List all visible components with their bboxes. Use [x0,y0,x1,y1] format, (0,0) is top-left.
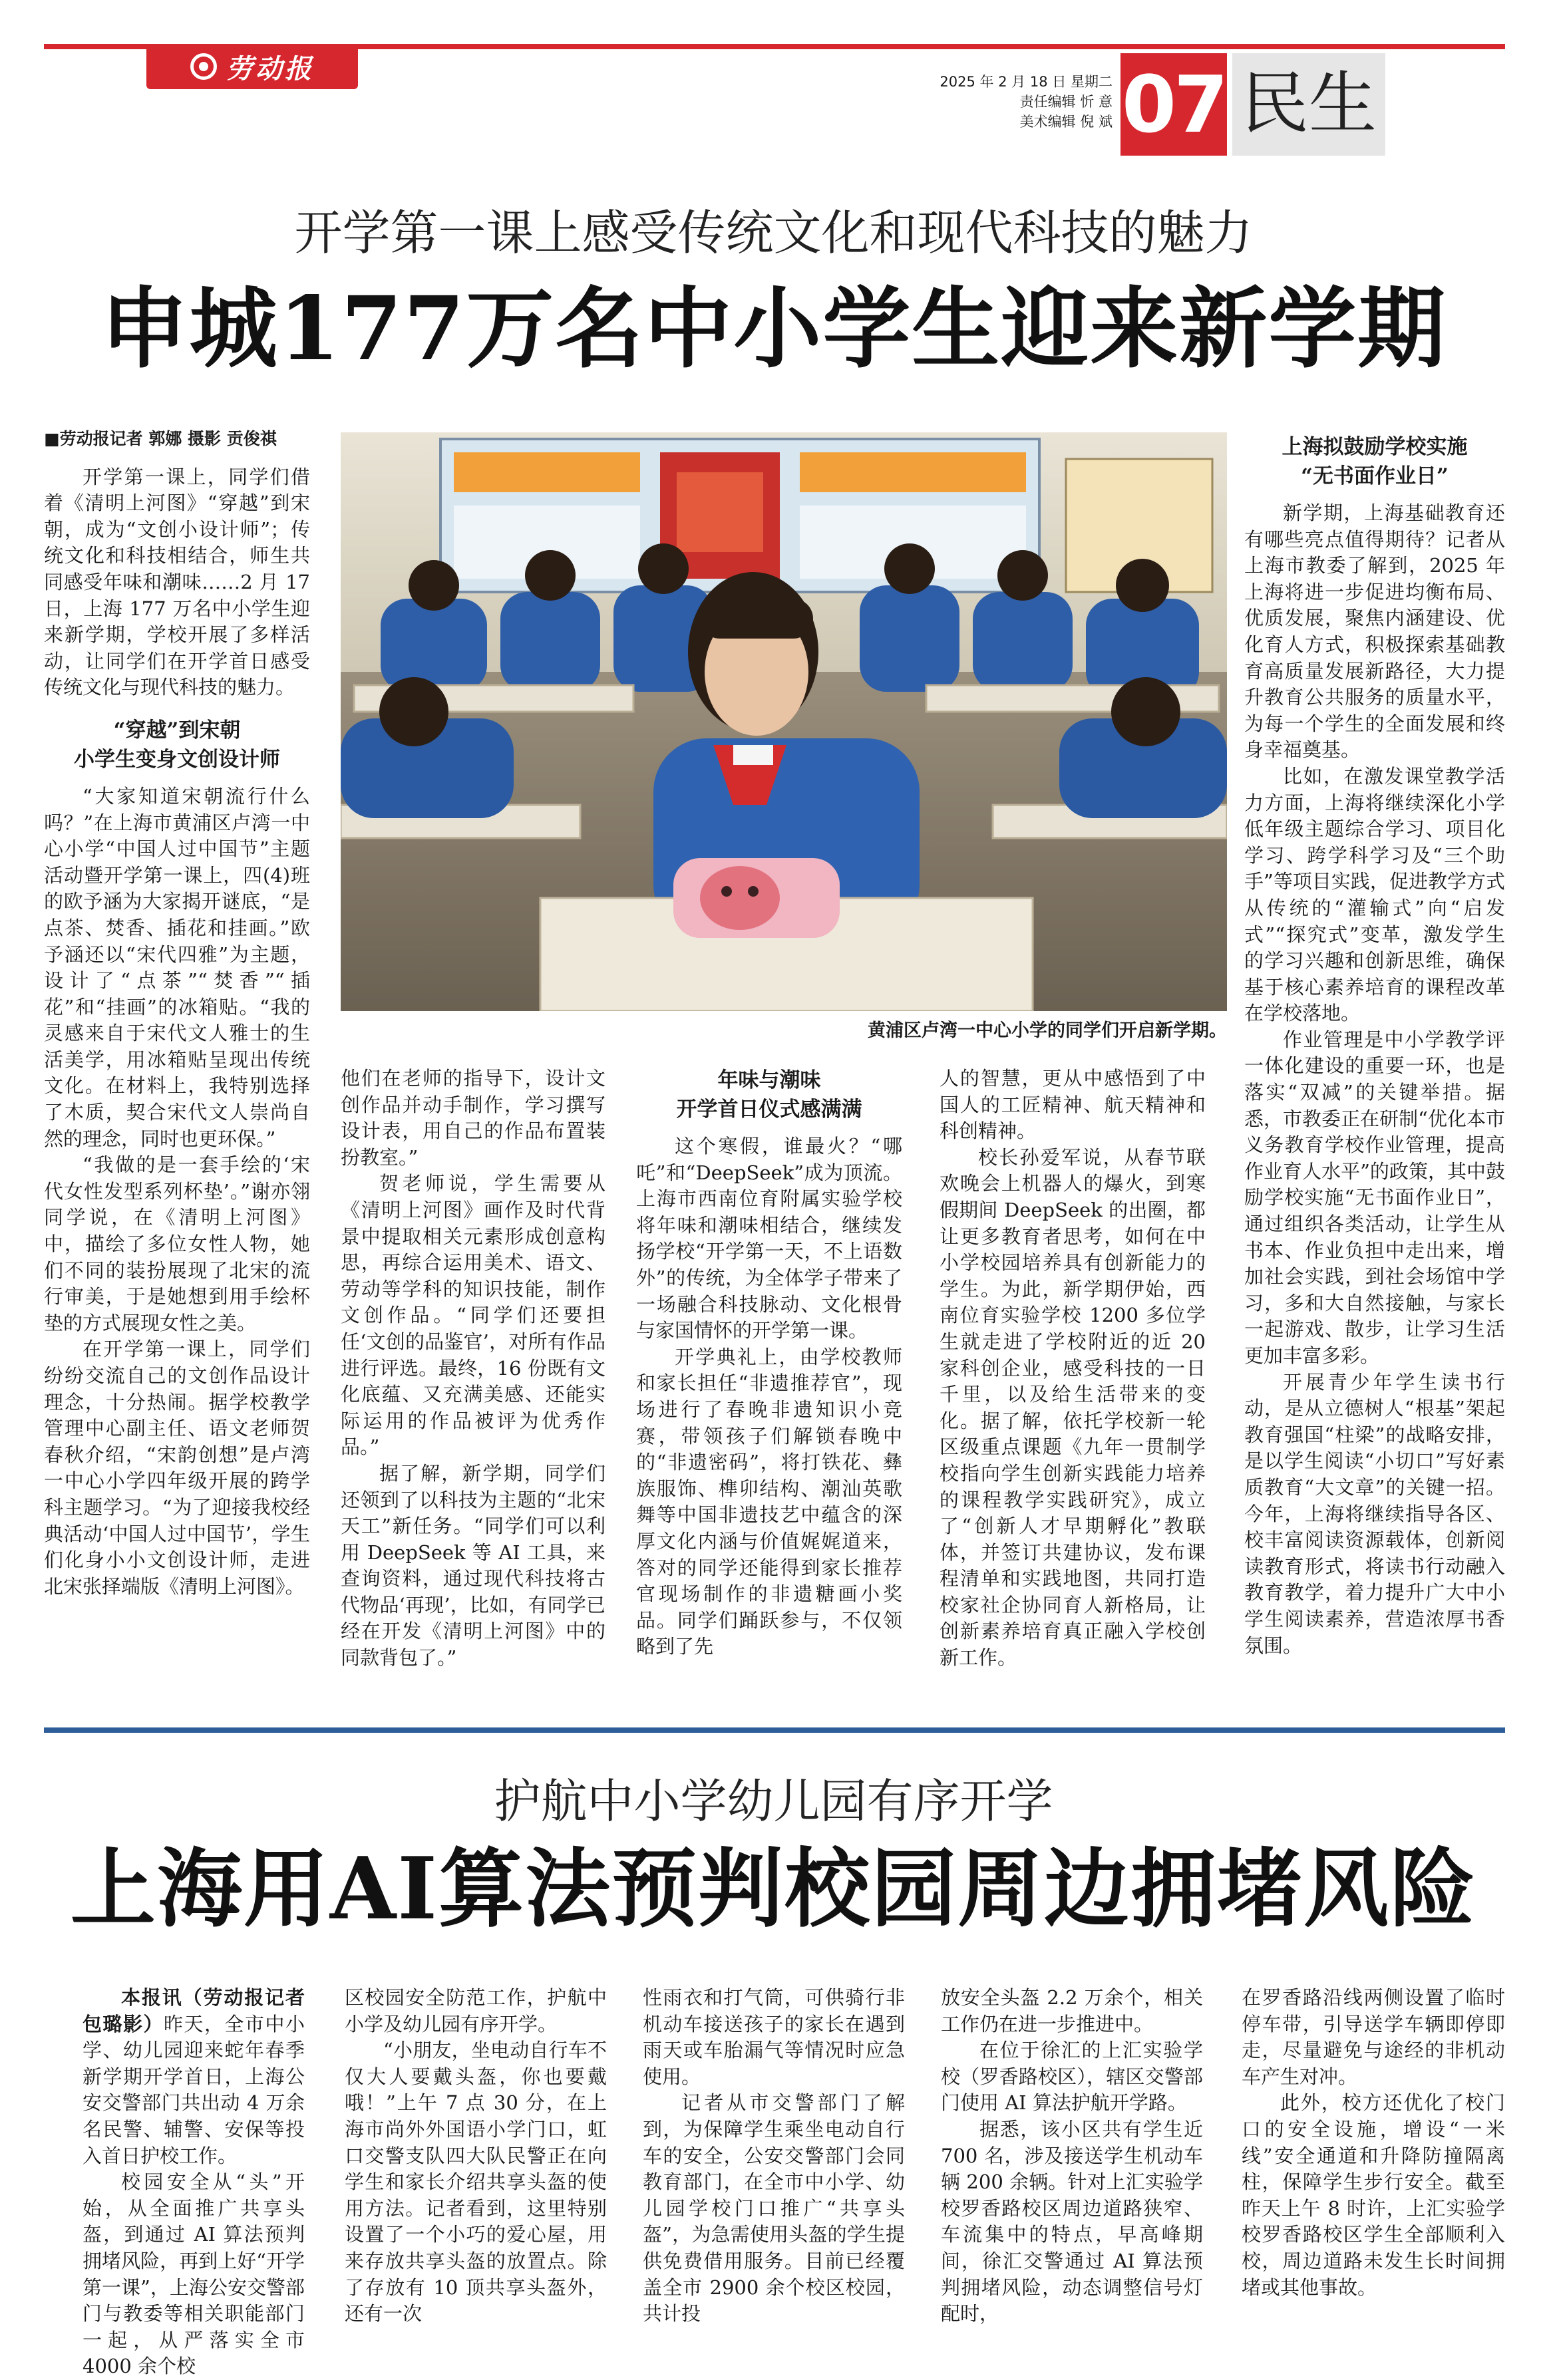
article2-paragraph: “小朋友，坐电动自行车不仅大人要戴头盔，你也要戴哦！”上午 7 点 30 分，在上海市尚外外国语小学门口，虹口交警支队四大队民警正在向学生和家长介绍共享头盔的使用方法。记者看到，这里特别设置了一个小巧的爱心屋，用来存放共享头盔的放置点。除了存放有 10 顶共享头盔外，还有一次 [345,2039,607,2325]
section-name: 民生 [1232,53,1385,156]
article2-column-1 [83,1985,305,2380]
sidebar-paragraph: 比如，在激发课堂教学活力方面，上海将继续深化小学低年级主题综合学习、项目化学习、跨学科学习及“三个助手”等项目实践，促进教学方式从传统的“灌输式”向“启发式”“探究式”变革，激发学生的学习兴趣和创新思维，确保基于核心素养培育的课程改革在学校落地。 [1244,764,1505,1025]
article2-column-4 [941,1985,1203,2327]
section1-title: “穿越”到宋朝 小学生变身文创设计师 [74,718,280,772]
responsible-editor: 责任编辑 忻 意 [1019,94,1113,110]
article2-paragraph: 在罗香路沿线两侧设置了临时停车带，引导送学车辆即停即走，尽量避免与途经的非机动车产生对冲。 [1242,1986,1505,2088]
article1-photo [341,432,1227,1011]
section1-paragraph: “我做的是一套手绘的‘宋代女性发型系列杯垫’。”谢亦翎同学说，在《清明上河图》中，描绘了多位女性人物，她们不同的装扮展现了北宋的流行审美，于是她想到用手绘杯垫的方式展现女性之美。 [44,1153,310,1334]
article2-paragraph: 据悉，该小区共有学生近 700 名，涉及接送学生机动车辆 200 余辆。针对上汇实验学校罗香路校区周边道路狭窄、车流集中的特点，早高峰期间，徐汇交警通过 AI 算法预判拥堵风险，动态调整信号灯配时， [941,2117,1203,2325]
logo-mark-icon [190,53,217,80]
article2-column-2 [345,1985,607,2327]
article2-paragraph: 此外，校方还优化了校门口的安全设施，增设“一米线”安全通道和升降防撞隔离柱，保障学生步行安全。截至昨天上午 8 时许，上汇实验学校罗香路校区学生全部顺利入校，周边道路未发生长时间拥堵或其他事故。 [1242,2091,1505,2299]
sidebar-paragraph: 开展青少年学生读书行动，是从立德树人“根基”架起教育强国“柱梁”的战略安排，是以学生阅读“小切口”写好素质教育“大文章”的关键一招。今年，上海将继续指导各区、校丰富阅读资源载体，创新阅读教育形式，将读书行动融入教育教学，着力提升广大中小学生阅读素养，营造浓厚书香氛围。 [1244,1370,1505,1657]
article1-paragraph: 人的智慧，更从中感悟到了中国人的工匠精神、航天精神和科创精神。 [940,1067,1206,1143]
sidebar-title: 上海拟鼓励学校实施 “无书面作业日” [1282,435,1468,488]
section1-paragraph: “大家知道宋朝流行什么吗？”在上海市黄浦区卢湾一中心小学“中国人过中国节”主题活动暨开学第一课上，四(4)班的欧予涵为大家揭开谜底，“是点茶、焚香、插花和挂画。”欧予涵还以“宋代四雅”为主题，设计了“点茶”“焚香”“插花”和“挂画”的冰箱贴。“我的灵感来自于宋代文人雅士的生活美学，用冰箱贴呈现出传统文化。在材料上，我特别选择了木质，契合宋代文人崇尚自然的理念，同时也更环保。” [44,784,310,1150]
paper-logo [146,44,358,89]
article2-paragraph: 性雨衣和打气筒，可供骑行非机动车接送孩子的家长在遇到雨天或车胎漏气等情况时应急使用。 [643,1986,905,2088]
article1-paragraph: 他们在老师的指导下，设计文创作品并动手制作，学习撰写设计表，用自己的作品布置装扮教室。” [341,1067,605,1169]
dateline [913,72,1113,132]
article2-paragraph: 本报讯（劳动报记者 包璐影）昨天，全市中小学、幼儿园迎来蛇年春季新学期开学首日，上海公安交警部门共出动 4 万余名民警、辅警、安保等投入首日护校工作。 [83,1986,305,2167]
article1-paragraph: 校长孙爱军说，从春节联欢晚会上机器人的爆火，到寒假期间 DeepSeek 的出圈，都让更多教育者思考，如何在中小学校园培养具有创新能力的学生。为此，新学期伊始，西南位育实验学校 1200 多位学生就走进了学校附近的近 20 家科创企业，感受科技的一日千里，以及给生活带来的变化。据了解，依托学校新一轮区级重点课题《九年一贯制学校指向学生创新实践能力培养的课程教学实践研究》，成立了“创新人才早期孵化”教联体，并签订共建协议，发布课程清单和实践地图，共同打造校家社企协同育人新格局，让创新素养培育真正融入学校创新工作。 [940,1145,1206,1670]
art-editor: 美术编辑 倪 斌 [1019,114,1113,130]
issue-date: 2025 年 2 月 18 日 星期二 [940,74,1113,90]
sidebar-paragraph: 新学期，上海基础教育还有哪些亮点值得期待？记者从上海市教委了解到，2025 年上海将进一步促进均衡布局、优质发展，聚焦内涵建设、优化育人方式，积极探索基础教育高质量发展新路径，大力提升教育公共服务的质量水平，为每一个学生的全面发展和终身幸福奠基。 [1244,502,1505,762]
article1-paragraph: 据了解，新学期，同学们还领到了以科技为主题的“北宋天工”新任务。“同学们可以利用 DeepSeek 等 AI 工具，来查询资料，通过现代科技将古代物品‘再现’，比如，有同学已经在开发《清明上河图》中的同款背包了。” [341,1461,605,1670]
sidebar-paragraph: 作业管理是中小学教学评一体化建设的重要一环，也是落实“双减”的关键举措。据悉，市教委正在研制“优化本市义务教育学校作业管理，提高作业育人水平”的政策，其中鼓励学校实施“无书面作业日”，通过组织各类活动，让学生从书本、作业负担中走出来，增加社会实践，到社会场馆中学习，多和大自然接触，与家长一起游戏、散步，让学习生活更加丰富多彩。 [1244,1028,1505,1367]
article1-subtitle: 开学第一课上感受传统文化和现代科技的魅力 [294,205,1253,261]
section2-paragraph: 这个寒假，谁最火？“哪吒”和“DeepSeek”成为顶流。上海市西南位育附属实验学校将年味和潮味相结合，继续发扬学校“开学第一天，不上语数外”的传统，为全体学子带来了一场融合科技脉动、文化根骨与家国情怀的开学第一课。 [636,1135,902,1342]
article1-column-4 [940,1066,1206,1672]
article1-column-2 [341,1066,605,1672]
section1-paragraph: 在开学第一课上，同学们纷纷交流自己的文创作品设计理念，十分热闹。据学校教学管理中心副主任、语文老师贺春秋介绍，“宋韵创想”是卢湾一中心小学四年级开展的跨学科主题学习。“为了迎接我校经典活动‘中国人过中国节’，学生们化身小小文创设计师，走进北宋张择端版《清明上河图》。 [44,1338,310,1598]
page-number: 07 [1120,53,1227,156]
article2-column-5 [1242,1985,1505,2301]
article2-byline: 本报讯（劳动报记者 包璐影） [83,1986,305,2035]
article1-title: 申城177万名中小学生迎来新学期 [100,277,1447,380]
article1-byline: ■劳动报记者 郭娜 摄影 贡俊祺 [44,429,277,448]
article1-column-1 [44,426,310,1600]
article1-intro: 开学第一课上，同学们借着《清明上河图》“穿越”到宋朝，成为“文创小设计师”；传统文化和科技相结合，师生共同感受年味和潮味……2 月 17 日，上海 177 万名中小学生迎来新学期，学校开展了多样活动，让同学们在开学首日感受传统文化与现代科技的魅力。 [44,465,310,699]
paper-name: 劳动报 [226,53,314,84]
article2-subtitle: 护航中小学幼儿园有序开学 [494,1774,1053,1829]
article2-paragraph: 记者从市交警部门了解到，为保障学生乘坐电动自行车的安全，公安交警部门会同教育部门，在全市中小学、幼儿园学校门口推广“共享头盔”，为急需使用头盔的学生提供免费借用服务。目前已经覆盖全市 2900 余个校区校园，共计投 [643,2091,905,2325]
section2-title: 年味与潮味 开学首日仪式感满满 [676,1068,862,1121]
article2-title: 上海用AI算法预判校园周边拥堵风险 [70,1839,1477,1939]
article1-column-3 [636,1066,902,1660]
article2-paragraph: 在位于徐汇的上汇实验学校（罗香路校区），辖区交警部门使用 AI 算法护航开学路。 [941,2039,1203,2115]
section-divider [44,1727,1505,1733]
article1-paragraph: 贺老师说，学生需要从《清明上河图》画作及时代背景中提取相关元素形成创意构思，再综合运用美术、语文、劳动等学科的知识技能，制作文创作品。“同学们还要担任‘文创的品鉴官’，对所有作品进行评选。最终，16 份既有文化底蕴、又充满美感、还能实际运用的作品被评为优秀作品。” [341,1172,605,1459]
article2-paragraph: 校园安全从“头”开始，从全面推广共享头盔，到通过 AI 算法预判拥堵风险，再到上好“开学第一课”，上海公安交警部门与教委等相关职能部门一起，从严落实全市 4000 余个校 [83,2170,305,2378]
sidebar-column [1244,432,1505,1659]
article2-paragraph: 区校园安全防范工作，护航中小学及幼儿园有序开学。 [345,1986,607,2035]
article2-column-3 [643,1985,905,2327]
classroom-photo-illustration [341,432,1227,1011]
section2-paragraph: 开学典礼上，由学校教师和家长担任“非遗推荐官”，现场进行了春晚非遗知识小竞赛，带领孩子们解锁春晚中的“非遗密码”，将打铁花、彝族服饰、榫卯结构、潮汕英歌舞等中国非遗技艺中蕴含的深厚文化内涵与价值娓娓道来，答对的同学还能得到家长推荐官现场制作的非遗糖画小奖品。同学们踊跃参与，不仅领略到了先 [636,1345,902,1658]
photo-caption: 黄浦区卢湾一中心小学的同学们开启新学期。 [868,1020,1227,1041]
article2-paragraph: 放安全头盔 2.2 万余个，相关工作仍在进一步推进中。 [941,1986,1203,2035]
